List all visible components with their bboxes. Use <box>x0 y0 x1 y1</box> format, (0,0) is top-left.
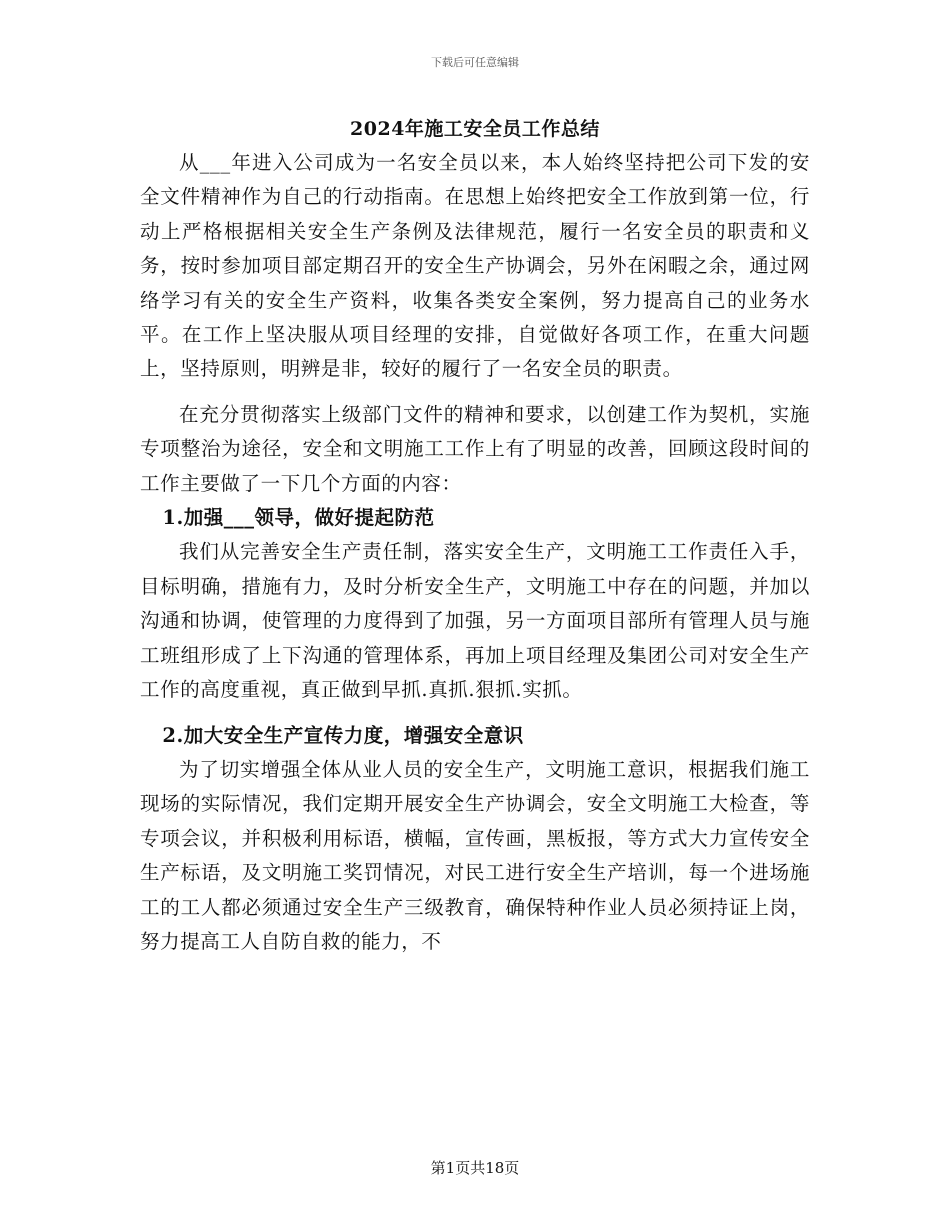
paragraph-intro: 从___年进入公司成为一名安全员以来，本人始终坚持把公司下发的安全文件精神作为自己的行动指南。在思想上始终把安全工作放到第一位，行动上严格根据相关安全生产条例及法律规范，履行一名安全员的职责和义务，按时参加项目部定期召开的安全生产协调会，另外在闲暇之余，通过网络学习有关的安全生产资料，收集各类安全案例，努力提高自己的业务水平。在工作上坚决服从项目经理的安排，自觉做好各项工作，在重大问题上，坚持原则，明辨是非，较好的履行了一名安全员的职责。 <box>140 151 810 381</box>
document-title: 2024年施工安全员工作总结 <box>350 118 600 140</box>
page-footer: 第1页共18页 <box>430 1159 520 1177</box>
section-paragraph-2: 为了切实增强全体从业人员的安全生产，文明施工意识，根据我们施工现场的实际情况，我们定期开展安全生产协调会，安全文明施工大检查，等专项会议，并积极利用标语，横幅，宣传画，黑板报，等方式大力宣传安全生产标语，及文明施工奖罚情况，对民工进行安全生产培训，每一个进场施工的工人都必须通过安全生产三级教育，确保特种作业人员必须持证上岗，努力提高工人自防自救的能力，不 <box>140 757 810 953</box>
section-paragraph-1: 我们从完善安全生产责任制，落实安全生产，文明施工工作责任入手，目标明确，措施有力，及时分析安全生产，文明施工中存在的问题，并加以沟通和协调，使管理的力度得到了加强，另一方面项目部所有管理人员与施工班组形成了上下沟通的管理体系，再加上项目经理及集团公司对安全生产工作的高度重视，真正做到早抓.真抓.狠抓.实抓。 <box>140 540 810 702</box>
page-header: 下载后可任意编辑 <box>431 56 519 69</box>
section-heading-1: 1.加强___领导，做好提起防范 <box>162 506 435 530</box>
section-heading-2: 2.加大安全生产宣传力度，增强安全意识 <box>162 723 524 747</box>
document-body <box>140 146 810 959</box>
paragraph-overview: 在充分贯彻落实上级部门文件的精神和要求，以创建工作为契机，实施专项整治为途径，安全和文明施工工作上有了明显的改善，回顾这段时间的工作主要做了一下几个方面的内容： <box>140 402 810 495</box>
